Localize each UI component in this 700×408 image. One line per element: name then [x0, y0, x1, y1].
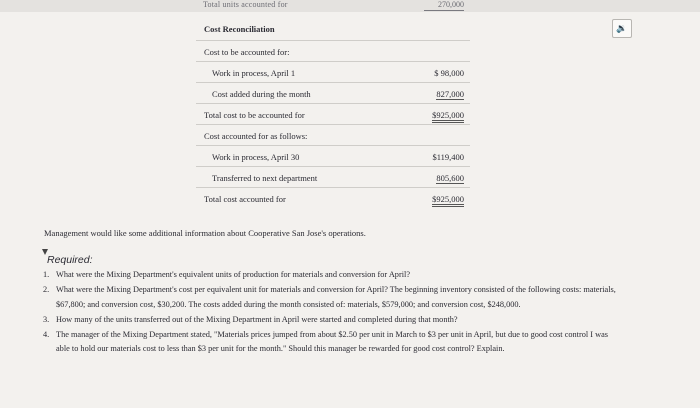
question-text: What were the Mixing Department's equivalent units of production for materials and conversion for April?: [56, 270, 411, 279]
question-item: [43, 328, 623, 357]
table-row: [196, 166, 470, 187]
table-row: [196, 124, 470, 145]
row-label: Cost added during the month: [212, 89, 311, 99]
row-label: Transferred to next department: [212, 173, 318, 183]
row-value: 827,000: [436, 89, 464, 99]
question-text: How many of the units transferred out of the Mixing Department in April were started and completed during that month?: [56, 314, 458, 324]
row-label: Work in process, April 1: [212, 68, 296, 78]
row-value: 805,600: [436, 173, 464, 183]
question-number: 2.: [43, 285, 50, 295]
question-number: 1.: [43, 270, 50, 279]
table-row: [196, 40, 470, 61]
question-item: [43, 268, 623, 282]
question-number: 3.: [43, 314, 50, 324]
cut-header-value: 270,000: [424, 0, 464, 11]
table-row: [196, 145, 470, 166]
table-title: Cost Reconciliation: [204, 24, 275, 34]
management-note: Management would like some additional information about Cooperative San Jose's operations.: [44, 228, 366, 238]
row-label: Total cost accounted for: [204, 194, 286, 204]
table-row: [196, 61, 470, 82]
row-value: $925,000: [432, 194, 464, 207]
row-value: $ 98,000: [434, 68, 464, 78]
row-label: Total cost to be accounted for: [204, 110, 305, 120]
table-title-row: [196, 18, 470, 38]
question-text: What were the Mixing Department's cost per equivalent unit for materials and conversion for April? The beginning inventory consisted of the following costs: materials, $67,800; and conversion cost, $30,200. The costs added during the month consisted of: materials, $579,000; and conversion cost, $248,000.: [56, 285, 616, 309]
cut-header-label: Total units accounted for: [203, 0, 288, 9]
table-row: [196, 103, 470, 124]
row-value: $119,400: [432, 152, 464, 162]
row-label: Work in process, April 30: [212, 152, 300, 162]
row-value: $925,000: [432, 110, 464, 123]
cost-reconciliation-table: [196, 18, 470, 210]
question-item: [43, 283, 623, 312]
row-label: Cost accounted for as follows:: [204, 131, 308, 141]
table-row: [196, 82, 470, 103]
question-number: 4.: [43, 330, 50, 340]
table-row: [196, 187, 470, 208]
speaker-icon[interactable]: 🔉: [612, 19, 632, 38]
question-text: The manager of the Mixing Department stated, "Materials prices jumped from about $2.50 per unit in March to $3 per unit in April, but due to good cost control I was able to hold our materials cost to less than $3 per unit for the month." Should this manager be rewarded for good cost control? Explain.: [56, 330, 609, 354]
row-label: Cost to be accounted for:: [204, 47, 290, 57]
top-strip: [0, 0, 700, 12]
question-item: [43, 313, 623, 327]
required-questions: [43, 268, 623, 358]
required-heading: Required:: [47, 254, 93, 266]
